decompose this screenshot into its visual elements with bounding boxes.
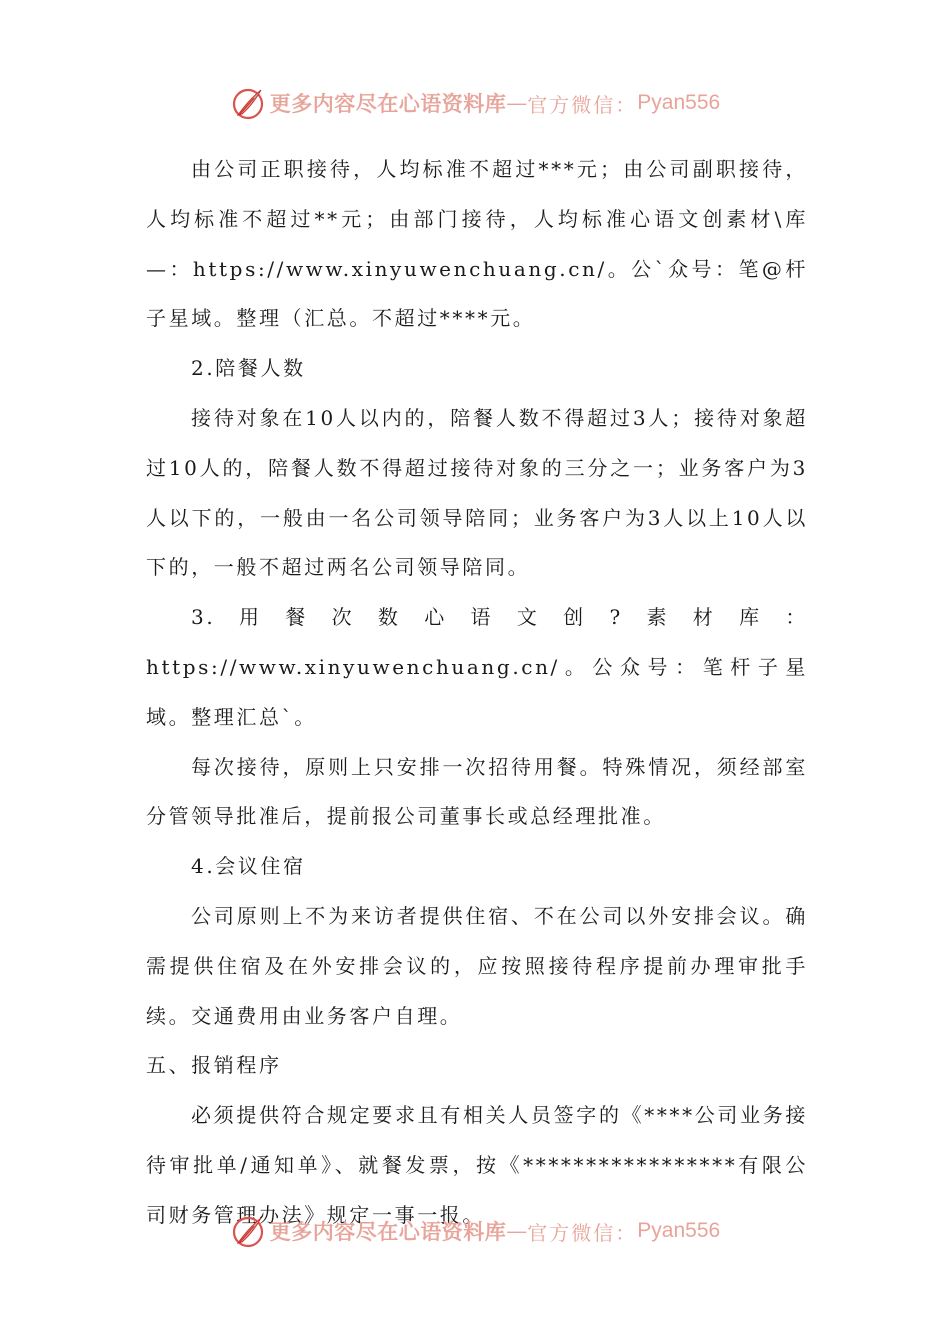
quill-logo-icon (230, 1213, 266, 1249)
watermark-wechat-id: Pyan556 (637, 1219, 721, 1242)
heading-meeting-lodging: 4.会议住宿 (191, 854, 306, 879)
watermark-wechat-label: 官方微信： (527, 92, 638, 117)
heading-meal-count: 3.用餐次数心语文创?素材库：https://www.xinyuwenchuang.cn/。公众号：笔杆子星域。整理汇总`。 (146, 605, 808, 729)
watermark-dash: — (506, 1219, 528, 1243)
watermark-footer (0, 1211, 950, 1251)
quill-logo-icon (230, 85, 266, 121)
watermark-wechat-id: Pyan556 (637, 91, 721, 114)
paragraph-meal-count: 每次接待，原则上只安排一次招待用餐。特殊情况，须经部室分管领导批准后，提前报公司董事长或总经理批准。 (146, 754, 808, 829)
paragraph-meeting-lodging: 公司原则上不为来访者提供住宿、不在公司以外安排会议。确需提供住宿及在外安排会议的，应按照接待程序提前办理审批手续。交通费用由业务客户自理。 (146, 903, 808, 1028)
watermark-cn-text: 更多内容尽在心语资料库 (269, 1219, 507, 1244)
watermark-header (0, 83, 950, 123)
heading-accompany-count: 2.陪餐人数 (191, 356, 306, 381)
watermark-dash: — (506, 91, 528, 115)
document-body (146, 145, 808, 1241)
watermark-wechat-label: 官方微信： (527, 1220, 638, 1245)
watermark-cn-text: 更多内容尽在心语资料库 (269, 91, 507, 116)
paragraph-reception-standard: 由公司正职接待，人均标准不超过***元；由公司副职接待，人均标准不超过**元；由部门接待，人均标准心语文创素材\库—：https://www.xinyuwenchuang.cn/。公`众号：笔@杆子星域。整理（汇总。不超过****元。 (146, 157, 808, 331)
paragraph-reimbursement: 必须提供符合规定要求且有相关人员签字的《****公司业务接待审批单/通知单》、就餐发票，按《*****************有限公司财务管理办法》规定一事一报。 (146, 1103, 808, 1227)
paragraph-accompany-count: 接待对象在10人以内的，陪餐人数不得超过3人；接待对象超过10人的，陪餐人数不得超过接待对象的三分之一；业务客户为3人以下的，一般由一名公司领导陪同；业务客户为3人以上10人以下的，一般不超过两名公司领导陪同。 (146, 405, 808, 580)
heading-reimbursement: 五、报销程序 (146, 1053, 282, 1078)
